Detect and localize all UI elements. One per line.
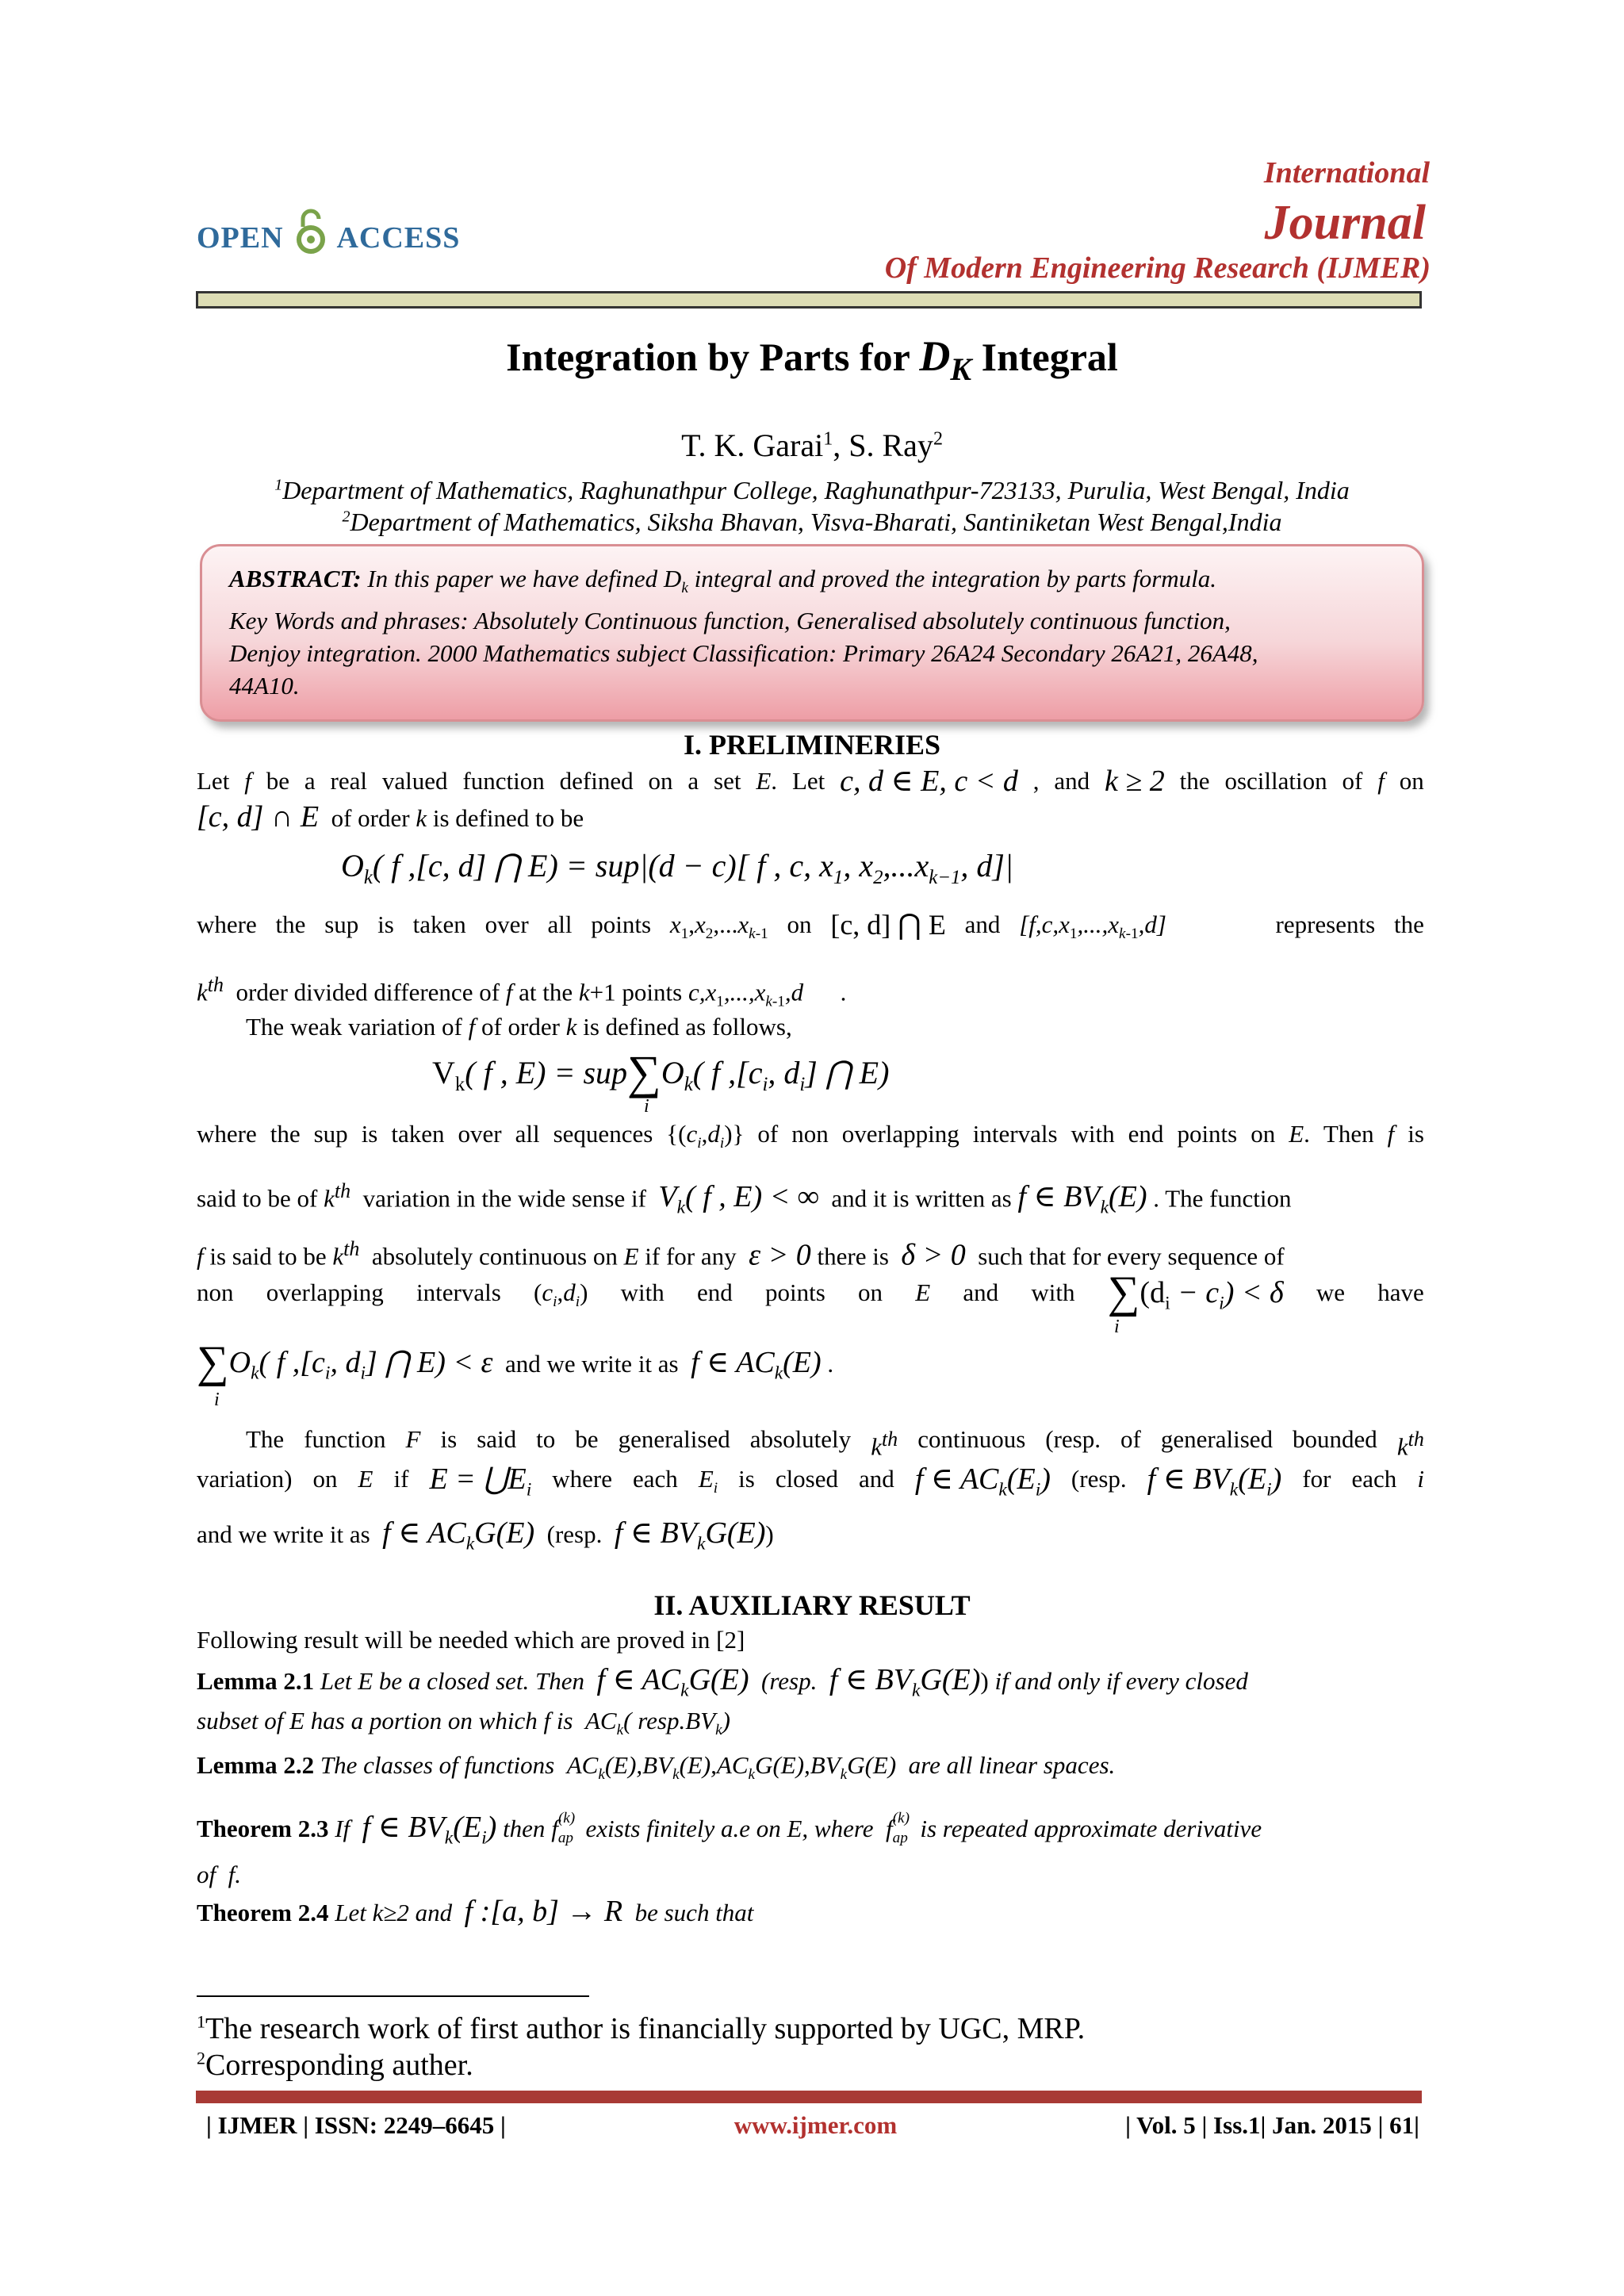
footnote-2: $^2$Corresponding auther. xyxy=(197,2048,473,2082)
lemma-2-1: Lemma 2.1 Let E be a closed set. Then f ∈ $AC_kG(E)$ (resp. f ∈ $BV_kG(E)$) if and only if every closed xyxy=(197,1663,1248,1701)
abstract-line-2: Key Words and phrases: Absolutely Continuous function, Generalised absolutely continuous function, xyxy=(229,607,1231,635)
author-2: S. Ray xyxy=(848,427,933,463)
title-prefix: Integration by Parts for xyxy=(506,335,910,379)
para-3-line-2: variation) on E if $E = ⋃E_i$ where each $E_i$ is closed and f ∈ $AC_k(E_i)$ (resp. f ∈ $BV_k(E_i)$ for each i xyxy=(197,1462,1424,1501)
abstract-label: ABSTRACT xyxy=(229,565,354,592)
theorem-2-4-label: Theorem 2.4 xyxy=(197,1899,329,1926)
sum-index-3: i xyxy=(214,1389,220,1410)
abstract-line-3: Denjoy integration. 2000 Mathematics subject Classification: Primary 26A24 Secondary 26A21, 26A48, xyxy=(229,639,1258,668)
lemma-2-2: Lemma 2.2 The classes of functions $AC_k(E),BV_k(E),AC_kG(E),BV_kG(E)$ are all linear spaces. xyxy=(197,1751,1116,1784)
page-footer xyxy=(206,2111,1419,2140)
affiliation-1: $^1$Department of Mathematics, Raghunathpur College, Raghunathpur-723133, Purulia, West Bengal, India xyxy=(274,476,1350,504)
theorem-2-3-label: Theorem 2.3 xyxy=(197,1815,329,1842)
footnote-2-text: Corresponding auther. xyxy=(205,2049,473,2082)
abstract-sub: k xyxy=(681,580,688,597)
theorem-2-3: Theorem 2.3 If f ∈ $BV_k(E_i)$ then $f_{ap (k)}$ exists finitely a.e on E, where $f_{ap (k)}$ is repeated approximate derivative xyxy=(197,1810,1262,1849)
para-2-line-1: The weak variation of f of order k is defined as follows, xyxy=(246,1013,792,1041)
header-rule xyxy=(196,291,1422,309)
author-1: T. K. Garai xyxy=(681,427,824,463)
title-symbol xyxy=(919,332,972,387)
para-2-line-4: f is said to be $k^{th}$ absolutely continuous on E if for any ε > 0 there is δ > 0 such that for every sequence of xyxy=(197,1237,1285,1272)
open-access-left: OPEN xyxy=(197,221,284,255)
para-1-line-1: Let f be a real valued function defined on a set E. Let c, d ∈ E, c < d , and k ≥ 2 the oscillation of f on xyxy=(197,765,1424,798)
theorem-2-4: Theorem 2.4 Let k≥2 and f :[a, b] → R be such that xyxy=(197,1895,754,1928)
lemma-2-2-label: Lemma 2.2 xyxy=(197,1751,315,1779)
footer-rule xyxy=(196,2091,1422,2103)
abstract-text-1-end: integral and proved the integration by parts formula. xyxy=(688,565,1217,592)
footer-left: | IJMER | ISSN: 2249–6645 | xyxy=(206,2111,506,2139)
footer-url[interactable]: www.ijmer.com xyxy=(733,2111,898,2139)
author-line: T. K. Garai$^1$, S. Ray$^2$ xyxy=(681,427,943,463)
footnote-1: $^1$The research work of first author is financially supported by UGC, MRP. xyxy=(197,2011,1086,2045)
theorem-2-3-cont: of f. xyxy=(197,1861,241,1888)
para-2-line-5: non overlapping intervals $(c_i,d_i)$ with end points on E and with $\sum(d_i - c_i) < \delta$ we have xyxy=(197,1267,1424,1317)
open-access-right: ACCESS xyxy=(336,221,461,255)
abstract-box xyxy=(200,544,1424,722)
title-symbol-main: D xyxy=(919,332,951,380)
abstract-line-4: 44A10. xyxy=(229,672,300,700)
footer-right: | Vol. 5 | Iss.1| Jan. 2015 | 61| xyxy=(1125,2111,1419,2139)
para-1-line-3: where the sup is taken over all points $x_1,x_2,...x_{k-1}$ on [c, d] ⋂ E and $[f,c,x_1,...,x_{k-1},d]$ represents the xyxy=(197,909,1424,943)
footnote-1-text: The research work of first author is financially supported by UGC, MRP. xyxy=(205,2012,1086,2045)
affiliation-1-text: Department of Mathematics, Raghunathpur College, Raghunathpur-723133, Purulia, West Bengal, India xyxy=(282,476,1350,504)
sum-index-2: i xyxy=(1114,1317,1120,1337)
section-2-heading: II. AUXILIARY RESULT xyxy=(653,1589,971,1621)
lemma-2-1-label: Lemma 2.1 xyxy=(197,1667,315,1695)
equation-weak-variation: $V_k$( f , $E) = sup\sum O_k$( f $,[c_i$, $d_i$] ⋂ E) xyxy=(432,1046,890,1098)
para-2-line-6: $\sum O_k$( f $,[c_i$, $d_i$] ⋂ E) < ε and we write it as f ∈ $AC_k(E)$ . xyxy=(197,1337,834,1387)
affiliation-2: $^2$Department of Mathematics, Siksha Bhavan, Visva-Bharati, Santiniketan West Bengal,India xyxy=(342,508,1282,536)
para-2-line-3: said to be of $k^{th}$ variation in the wide sense if $V_k$( f , E) < ∞ and it is written as f ∈ $BV_k(E)$ . The function xyxy=(197,1179,1292,1218)
title-suffix: Integral xyxy=(981,335,1118,379)
sum-index: i xyxy=(644,1096,649,1117)
affiliation-2-text: Department of Mathematics, Siksha Bhavan, Visva-Bharati, Santiniketan West Bengal,India xyxy=(350,508,1282,536)
aux-intro: Following result will be needed which are proved in [2] xyxy=(197,1626,745,1654)
title-symbol-sub: K xyxy=(950,351,972,387)
open-access-logo xyxy=(197,208,460,265)
para-1-line-4: $k^{th}$ order divided difference of f at the k+1 points $c,x_1,...,x_{k-1},d$ . xyxy=(197,973,847,1010)
equation-oscillation: $O_k$( f ,[c, d] ⋂ E) = sup|(d − c)[ f , c, $x_1$, $x_2,...x_{k-1}$, d]| xyxy=(341,848,1013,888)
paper-title xyxy=(0,332,1624,388)
lemma-2-1-cont: subset of E has a portion on which f is $AC_k$( $resp.BV_k$) xyxy=(197,1707,730,1739)
abstract-text-1: In this paper we have defined D xyxy=(367,565,682,592)
journal-name-line3: Of Modern Engineering Research (IJMER) xyxy=(884,251,1431,285)
section-1-heading: I. PRELIMINERIES xyxy=(683,729,941,761)
footnote-rule xyxy=(197,1995,589,1997)
para-3-line-1: The function F is said to be generalised absolutely $k^{th}$ continuous (resp. of generalised bounded $k^{th}$ xyxy=(246,1425,1424,1461)
journal-name-line1: International xyxy=(1263,156,1430,190)
para-2-line-2: where the sup is taken over all sequences $\{(c_i,d_i)\}$ of non overlapping intervals with end points on E. Then f is xyxy=(197,1120,1424,1152)
journal-name-line2: Journal xyxy=(1264,196,1426,250)
abstract-line-1: ABSTRACT: In this paper we have defined $D_k$ integral and proved the integration by parts formula. xyxy=(229,565,1217,597)
para-3-line-3: and we write it as f ∈ $AC_kG(E)$ (resp. f ∈ $BV_kG(E)$) xyxy=(197,1516,774,1554)
open-access-lock-icon xyxy=(295,208,327,265)
para-1-line-2: [c, d] ∩ E of order k is defined to be xyxy=(197,800,584,834)
